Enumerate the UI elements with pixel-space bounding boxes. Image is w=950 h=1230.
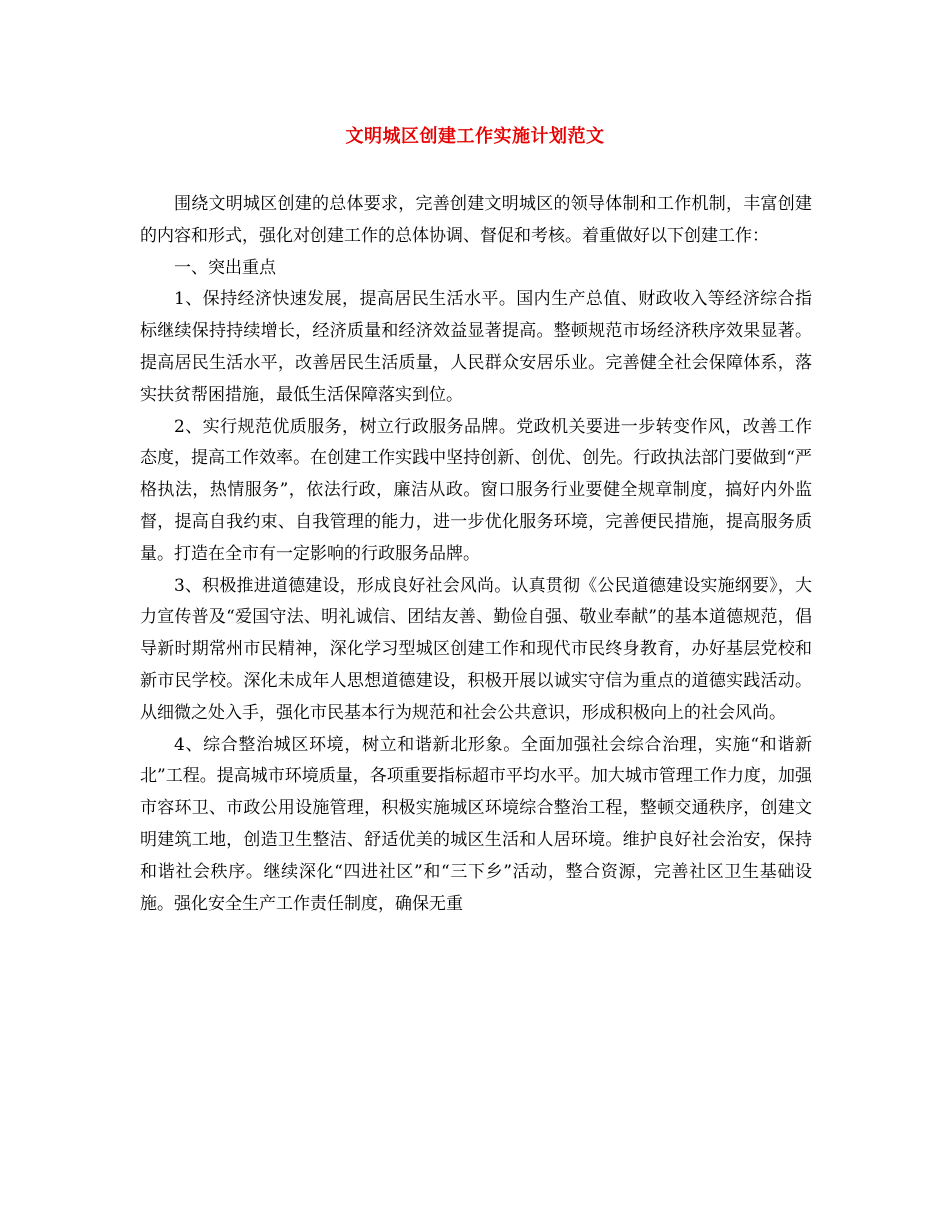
section-heading: 一、突出重点 <box>174 257 276 278</box>
item-paragraph: 1、保持经济快速发展，提高居民生活水平。国内生产总值、财政收入等经济综合指标继续保持持续增长，经济质量和经济效益显著提高。整顿规范市场经济秩序效果显著。提高居民生活水平，改善居民生活质量，人民群众安居乐业。完善健全社会保障体系，落实扶贫帮困措施，最低生活保障落实到位。 <box>140 289 812 405</box>
item-paragraph: 2、实行规范优质服务，树立行政服务品牌。党政机关要进一步转变作风，改善工作态度，提高工作效率。在创建工作实践中坚持创新、创优、创先。行政执法部门要做到“严格执法，热情服务”，依法行政，廉洁从政。窗口服务行业要健全规章制度，搞好内外监督，提高自我约束、自我管理的能力，进一步优化服务环境，完善便民措施，提高服务质量。打造在全市有一定影响的行政服务品牌。 <box>140 416 812 564</box>
document-body <box>140 189 812 920</box>
document-title: 文明城区创建工作实施计划范文 <box>345 126 605 147</box>
item-paragraph: 4、综合整治城区环境，树立和谐新北形象。全面加强社会综合治理，实施“和谐新北”工程。提高城市环境质量，各项重要指标超市平均水平。加大城市管理工作力度，加强市容环卫、市政公用设施管理，积极实施城区环境综合整治工程，整顿交通秩序，创建文明建筑工地，创造卫生整洁、舒适优美的城区生活和人居环境。维护良好社会治安，保持和谐社会秩序。继续深化“四进社区”和“三下乡”活动，整合资源，完善社区卫生基础设施。强化安全生产工作责任制度，确保无重 <box>140 734 812 914</box>
item-paragraph: 3、积极推进道德建设，形成良好社会风尚。认真贯彻《公民道德建设实施纲要》，大力宣传普及“爱国守法、明礼诚信、团结友善、勤俭自强、敬业奉献”的基本道德规范，倡导新时期常州市民精神，深化学习型城区创建工作和现代市民终身教育，办好基层党校和新市民学校。深化未成年人思想道德建设，积极开展以诚实守信为重点的道德实践活动。从细微之处入手，强化市民基本行为规范和社会公共意识，形成积极向上的社会风尚。 <box>140 575 812 723</box>
intro-paragraph: 围绕文明城区创建的总体要求，完善创建文明城区的领导体制和工作机制，丰富创建的内容和形式，强化对创建工作的总体协调、督促和考核。着重做好以下创建工作： <box>140 194 812 246</box>
